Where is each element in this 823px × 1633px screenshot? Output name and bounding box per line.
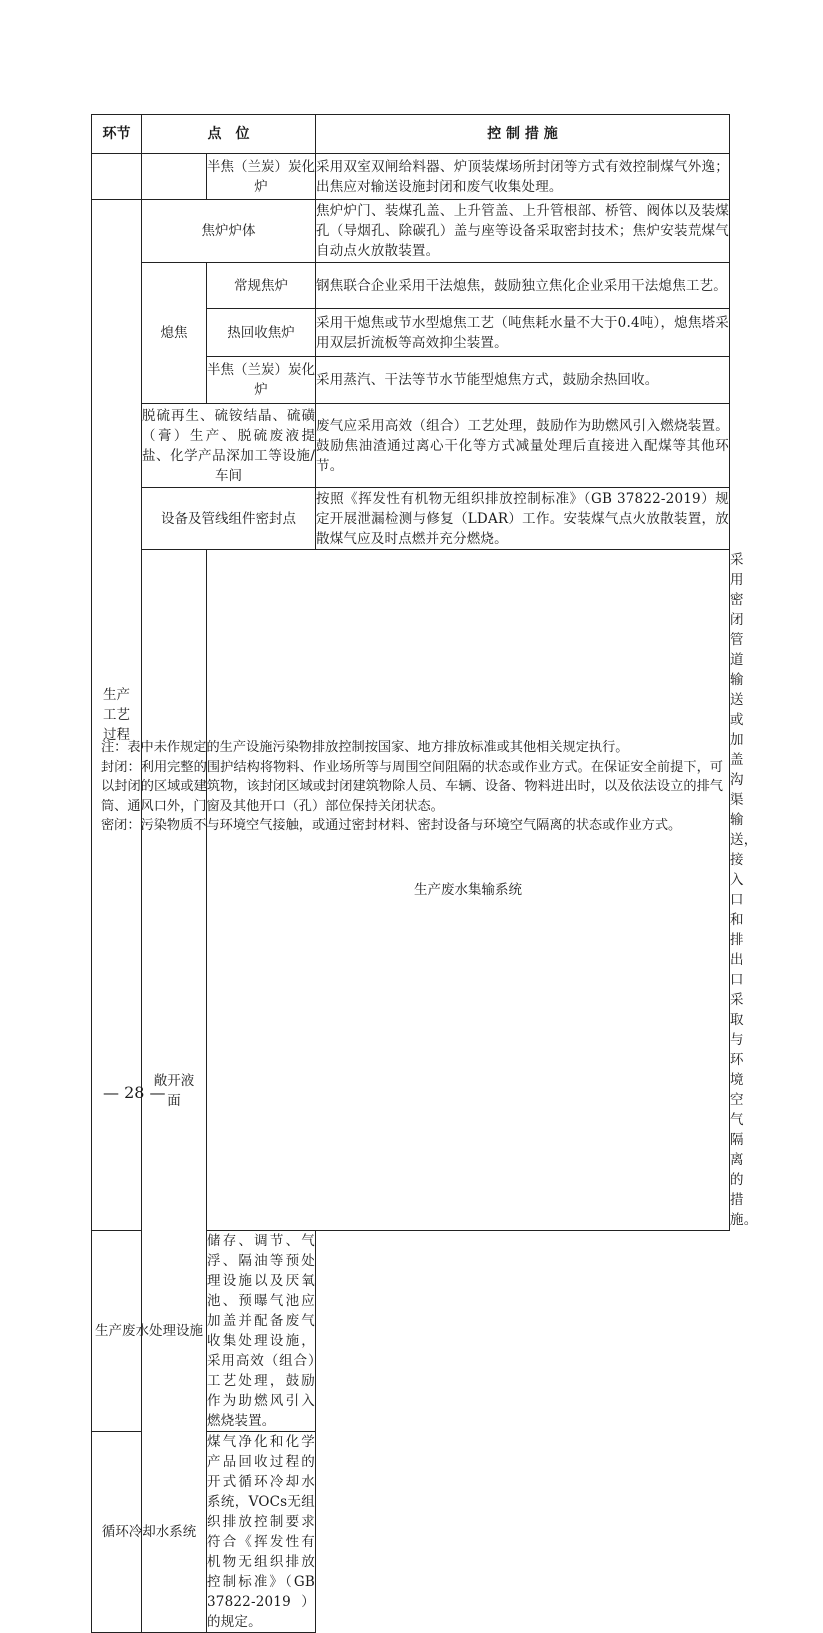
table-row (92, 488, 730, 550)
measure-cell: 钢焦联合企业采用干法熄焦，鼓励独立焦化企业采用干法熄焦工艺。 (316, 263, 730, 309)
stage-cell-empty (92, 154, 142, 200)
table-header-row (92, 115, 730, 154)
header-stage: 环节 (92, 115, 142, 154)
point-cell: 设备及管线组件密封点 (142, 488, 316, 550)
point-cell: 脱硫再生、硫铵结晶、硫磺（膏）生产、脱硫废液提盐、化学产品深加工等设施/车间 (142, 404, 316, 488)
header-point: 点 位 (142, 115, 316, 154)
header-measures: 控 制 措 施 (316, 115, 730, 154)
sub-cell-empty (142, 154, 207, 200)
measure-cell: 采用双室双闸给料器、炉顶装煤场所封闭等方式有效控制煤气外逸；出焦应对输送设施封闭和废气收集处理。 (316, 154, 730, 200)
table-row: 敞开液面 生产废水集输系统 采用密闭管道输送或加盖沟渠输送，接入口和排出口采取与环境空气隔离的措施。 (92, 550, 730, 1231)
measure-cell: 储存、调节、气浮、隔油等预处理设施以及厌氧池、预曝气池应加盖并配备废气收集处理设施，采用高效（组合）工艺处理，鼓励作为助燃风引入燃烧装置。 (207, 1231, 316, 1432)
point-cell: 半焦（兰炭）炭化炉 (207, 154, 316, 200)
table-row (92, 1432, 730, 1633)
table-notes (101, 738, 723, 836)
point-cell: 热回收焦炉 (207, 309, 316, 357)
table-row (92, 404, 730, 488)
group-coking: 熄焦 (142, 263, 207, 404)
measure-cell: 采用蒸汽、干法等节水节能型熄焦方式，鼓励余热回收。 (316, 357, 730, 404)
page-number: — 28 — (103, 1083, 166, 1102)
note-enclosed-definition: 封闭：利用完整的围护结构将物料、作业场所等与周围空间阻隔的状态或作业方式。在保证安全前提下，可以封闭的区域或建筑物，该封闭区域或封闭建筑物除人员、车辆、设备、物料进出时，以及依法设立的排气筒、通风口外，门窗及其他开口（孔）部位保持关闭状态。 (101, 759, 723, 814)
measure-cell: 采用干熄焦或节水型熄焦工艺（吨焦耗水量不大于0.4吨），熄焦塔采用双层折流板等高效抑尘装置。 (316, 309, 730, 357)
group-open-surface: 敞开液面 (142, 550, 207, 1633)
measure-cell: 焦炉炉门、装煤孔盖、上升管盖、上升管根部、桥管、阀体以及装煤孔（导烟孔、除碳孔）盖与座等设备采取密封技术；焦炉安装荒煤气自动点火放散装置。 (316, 200, 730, 263)
control-measures-table (91, 114, 758, 1633)
point-cell: 常规焦炉 (207, 263, 316, 309)
point-cell: 生产废水处理设施 (92, 1231, 207, 1432)
table-row (92, 200, 730, 263)
point-cell: 生产废水集输系统 (207, 550, 730, 1231)
measure-cell: 按照《挥发性有机物无组织排放控制标准》（GB 37822-2019）规定开展泄漏检测与修复（LDAR）工作。安装煤气点火放散装置，放散煤气应及时点燃并充分燃烧。 (316, 488, 730, 550)
point-cell: 半焦（兰炭）炭化炉 (207, 357, 316, 404)
table-row (92, 154, 730, 200)
point-cell: 焦炉炉体 (142, 200, 316, 263)
group-production: 生产工艺过程 (92, 200, 142, 1231)
note-general: 注：表中未作规定的生产设施污染物排放控制按国家、地方排放标准或其他相关规定执行。 (101, 740, 629, 755)
measure-cell: 废气应采用高效（组合）工艺处理，鼓励作为助燃风引入燃烧装置。鼓励焦油渣通过离心干化等方式减量处理后直接进入配煤等其他环节。 (316, 404, 730, 488)
table-row (92, 263, 730, 309)
measure-cell: 煤气净化和化学产品回收过程的开式循环冷却水系统，VOCs无组织排放控制要求符合《挥发性有机物无组织排放控制标准》（GB 37822-2019）的规定。 (207, 1432, 316, 1633)
note-sealed-definition: 密闭：污染物质不与环境空气接触，或通过密封材料、密封设备与环境空气隔离的状态或作业方式。 (101, 818, 682, 833)
table-row (92, 1231, 730, 1432)
point-cell: 循环冷却水系统 (92, 1432, 207, 1633)
